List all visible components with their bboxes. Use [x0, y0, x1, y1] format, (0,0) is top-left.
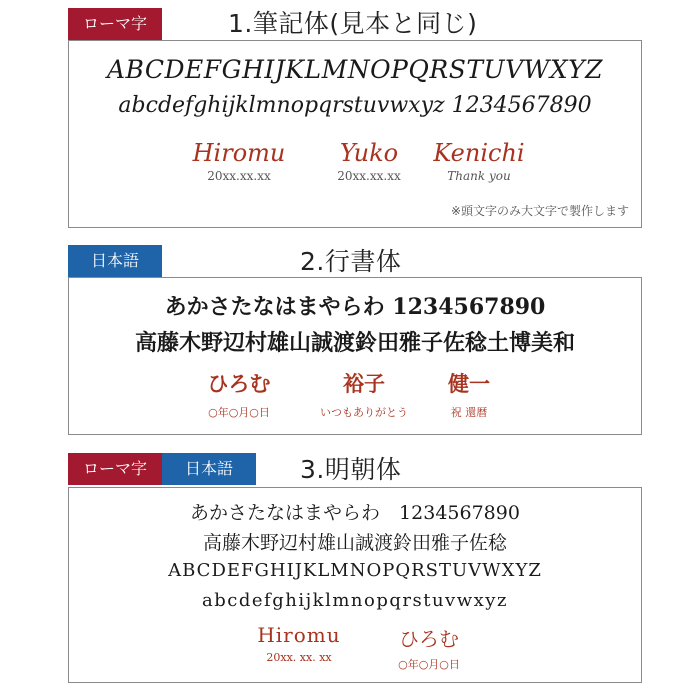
- sample-name: ひろむ: [207, 371, 271, 396]
- kanji-line: 高藤木野辺村雄山誠渡鈴田雅子佐稔: [202, 532, 507, 554]
- sample-hiromu-kana: [369, 623, 489, 672]
- section-title: 2.行書体: [300, 247, 402, 276]
- section-mincho: [0, 445, 700, 700]
- sample-kenichi-kanji: [409, 368, 529, 420]
- sample-hiromu: [234, 623, 364, 664]
- section-title: 3.明朝体: [300, 455, 402, 484]
- sample-box: [68, 40, 642, 228]
- sample-hiromu-kana: [179, 368, 299, 420]
- sample-name: Hiromu: [192, 139, 286, 167]
- kana-numbers-line: あかさたなはまやらわ 1234567890: [164, 294, 546, 320]
- sample-kenichi: [414, 139, 544, 183]
- section-cursive: [0, 0, 700, 232]
- sample-name: ひろむ: [399, 627, 459, 651]
- sample-box: [68, 277, 642, 435]
- sample-yuko-kanji: [304, 368, 424, 420]
- kanji-line: 高藤木野辺村雄山誠渡鈴田雅子佐稔土博美和: [134, 330, 575, 356]
- section-title: 1.筆記体(見本と同じ): [228, 9, 478, 38]
- tag-romaji: ローマ字: [68, 453, 162, 485]
- sample-message: いつもありがとう: [320, 406, 408, 419]
- lowercase-line: abcdefghijklmnopqrstuvwxyz: [202, 590, 508, 611]
- tag-romaji: ローマ字: [68, 8, 162, 40]
- section-gyosho: [0, 240, 700, 440]
- sample-name: 健一: [448, 371, 490, 396]
- sample-name: Kenichi: [433, 139, 525, 167]
- capital-note: ※頭文字のみ大文字で製作します: [450, 204, 629, 218]
- sample-date: ○年○月○日: [398, 658, 460, 671]
- sample-name: Hiromu: [257, 623, 341, 647]
- sample-message: 祝 還暦: [450, 406, 488, 419]
- sample-message: Thank you: [447, 169, 511, 183]
- uppercase-line: ABCDEFGHIJKLMNOPQRSTUVWXYZ: [168, 560, 542, 581]
- uppercase-line: ABCDEFGHIJKLMNOPQRSTUVWXYZ: [106, 55, 603, 84]
- kana-numbers-line: あかさたなはまやらわ 1234567890: [190, 502, 520, 524]
- tag-japanese: 日本語: [162, 453, 256, 485]
- lowercase-numbers-line: abcdefghijklmnopqrstuvwxyz 1234567890: [118, 93, 592, 118]
- sample-date: 20xx. xx. xx: [266, 651, 332, 664]
- sample-date: 20xx.xx.xx: [207, 169, 271, 183]
- sample-hiromu: [174, 139, 304, 183]
- sample-box: [68, 487, 642, 683]
- sample-name: 裕子: [343, 371, 385, 396]
- sample-name: Yuko: [339, 139, 399, 167]
- sample-date: 20xx.xx.xx: [337, 169, 401, 183]
- sample-date: ○年○月○日: [208, 406, 270, 419]
- tag-japanese: 日本語: [68, 245, 162, 277]
